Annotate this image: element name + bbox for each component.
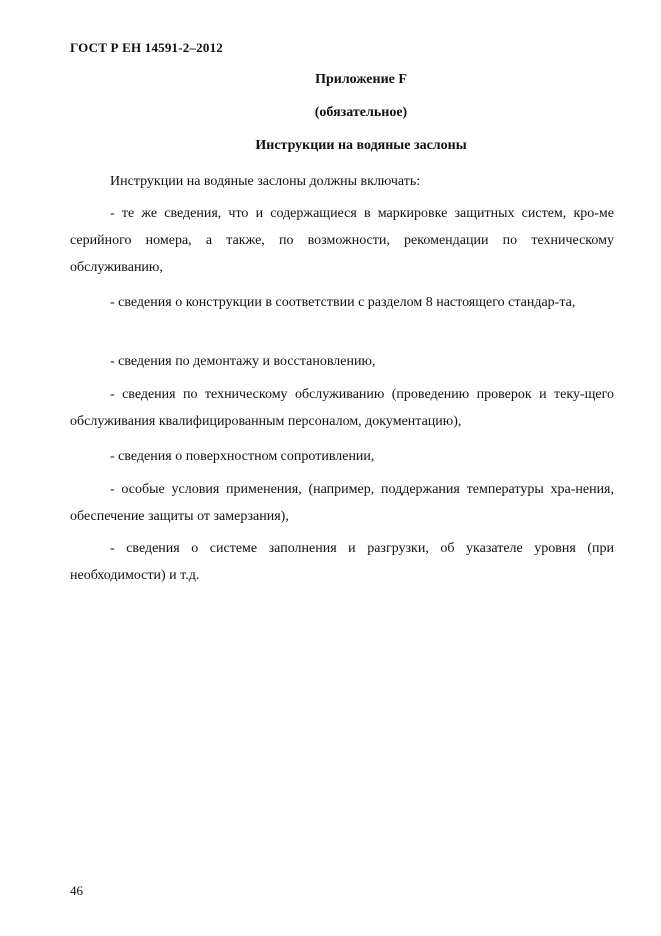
list-item-dismantling: - сведения по демонтажу и восстановлению, xyxy=(110,354,376,369)
list-item-marking: - те же сведения, что и содержащиеся в маркировке защитных систем, кро-ме серийного номера, а также, по возможности, рекомендации по техническому обслуживанию, xyxy=(70,206,614,275)
list-item-construction: - сведения о конструкции в соответствии с разделом 8 настоящего стандар-та, xyxy=(110,295,576,310)
list-item-surface-resistance: - сведения о поверхностном сопротивлении, xyxy=(110,449,375,464)
list-item-special-conditions: - особые условия применения, (например, поддержания температуры хра-нения, обеспечение защиты от замерзания), xyxy=(70,482,614,524)
list-item-maintenance: - сведения по техническому обслуживанию (проведению проверок и теку-щего обслуживания квалифицированным персоналом, документацию), xyxy=(70,387,614,429)
annex-name: Инструкции на водяные заслоны xyxy=(255,138,467,153)
annex-title: Приложение F xyxy=(315,72,407,87)
intro-paragraph: Инструкции на водяные заслоны должны включать: xyxy=(110,174,421,189)
list-item-filling-system: - сведения о системе заполнения и разгрузки, об указателе уровня (при необходимости) и т.д. xyxy=(70,541,614,583)
document-id: ГОСТ Р ЕН 14591-2–2012 xyxy=(70,40,223,55)
page-number: 46 xyxy=(70,883,83,898)
annex-status: (обязательное) xyxy=(314,105,408,120)
